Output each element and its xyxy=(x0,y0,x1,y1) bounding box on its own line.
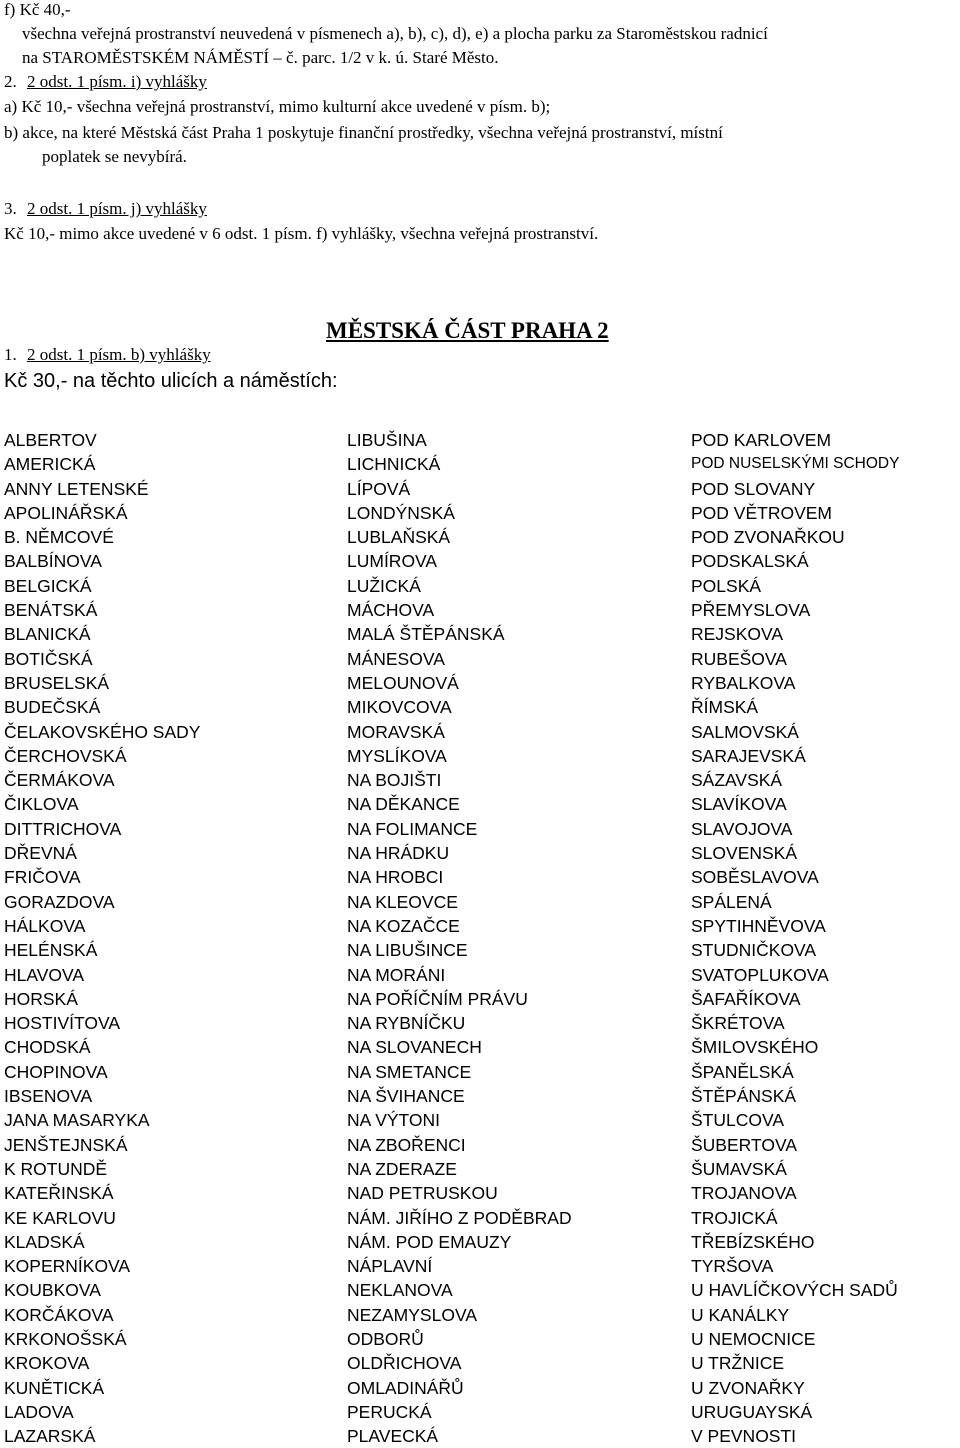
street-name: U ZVONAŘKY xyxy=(691,1377,805,1398)
street-name: DŘEVNÁ xyxy=(4,843,77,864)
street-name: SOBĚSLAVOVA xyxy=(691,867,819,888)
street-name: ODBORŮ xyxy=(347,1328,424,1349)
street-name: URUGUAYSKÁ xyxy=(691,1401,813,1422)
street-name: HOSTIVÍTOVA xyxy=(4,1013,121,1034)
street-name: TYRŠOVA xyxy=(691,1256,774,1277)
street-name: LICHNICKÁ xyxy=(347,454,441,475)
section-3-number: 3. xyxy=(4,199,17,218)
section-f-label: f) Kč 40,- xyxy=(4,0,71,19)
street-name: RUBEŠOVA xyxy=(691,648,787,669)
street-name: NA HROBCI xyxy=(347,867,444,888)
street-name: AMERICKÁ xyxy=(4,454,96,475)
street-name: ŠMILOVSKÉHO xyxy=(691,1037,819,1058)
street-name: NA BOJIŠTI xyxy=(347,770,442,791)
street-name: POD NUSELSKÝMI SCHODY xyxy=(691,455,900,473)
section-2-reference: 2 odst. 1 písm. i) vyhlášky xyxy=(27,72,207,91)
street-name: RYBALKOVA xyxy=(691,672,796,693)
street-name: LUŽICKÁ xyxy=(347,575,421,596)
street-name: V PEVNOSTI xyxy=(691,1426,797,1447)
street-name: BOTIČSKÁ xyxy=(4,648,93,669)
street-name: KLADSKÁ xyxy=(4,1231,85,1252)
street-name: KE KARLOVU xyxy=(4,1207,116,1228)
street-name: MELOUNOVÁ xyxy=(347,672,459,693)
section-3-text: Kč 10,- mimo akce uvedené v 6 odst. 1 písm. f) vyhlášky, všechna veřejná prostranství. xyxy=(4,224,599,243)
street-name: GORAZDOVA xyxy=(4,891,115,912)
section-2-item-b-2: poplatek se nevybírá. xyxy=(42,147,187,166)
street-name: POD ZVONAŘKOU xyxy=(691,527,845,548)
street-name: U NEMOCNICE xyxy=(691,1328,816,1349)
street-name: PODSKALSKÁ xyxy=(691,551,809,572)
street-name: MORAVSKÁ xyxy=(347,721,445,742)
street-column-2 xyxy=(347,428,572,1448)
street-name: LUMÍROVA xyxy=(347,551,438,572)
street-name: OLDŘICHOVA xyxy=(347,1353,462,1374)
street-name: ŠAFAŘÍKOVA xyxy=(691,988,801,1009)
street-name: TROJANOVA xyxy=(691,1183,797,1204)
street-name: LADOVA xyxy=(4,1401,74,1422)
street-name: NA ZDERAZE xyxy=(347,1158,457,1179)
street-name: NA ZBOŘENCI xyxy=(347,1134,466,1155)
street-name: HORSKÁ xyxy=(4,988,78,1009)
street-name: PLAVECKÁ xyxy=(347,1426,439,1447)
street-name: MÁNESOVA xyxy=(347,648,445,669)
street-name: POD KARLOVEM xyxy=(691,430,832,450)
section-2-item-a: a) Kč 10,- všechna veřejná prostranství, mimo kulturní akce uvedené v písm. b); xyxy=(4,97,551,116)
street-name: NÁM. JIŘÍHO Z PODĚBRAD xyxy=(347,1207,572,1228)
street-name: CHOPINOVA xyxy=(4,1061,108,1082)
street-name: POLSKÁ xyxy=(691,575,762,596)
street-name: ČELAKOVSKÉHO SADY xyxy=(4,721,201,742)
street-name: HLAVOVA xyxy=(4,964,85,985)
section-f-text-2: na STAROMĚSTSKÉM NÁMĚSTÍ – č. parc. 1/2 v k. ú. Staré Město. xyxy=(22,48,499,67)
street-name: ŠTULCOVA xyxy=(691,1110,785,1131)
street-name: NEKLANOVA xyxy=(347,1280,453,1301)
street-name: NA ŠVIHANCE xyxy=(347,1086,465,1107)
street-name: BALBÍNOVA xyxy=(4,551,102,572)
street-name: BENÁTSKÁ xyxy=(4,600,98,621)
street-name: NA POŘÍČNÍM PRÁVU xyxy=(347,988,528,1009)
section-2-item-b-1: b) akce, na které Městská část Praha 1 poskytuje finanční prostředky, všechna veřejná prostranství, místní xyxy=(4,123,723,142)
street-name: OMLADINÁŘŮ xyxy=(347,1377,464,1398)
street-name: SPÁLENÁ xyxy=(691,891,772,912)
street-name: K ROTUNDĚ xyxy=(4,1158,108,1179)
section-2-heading xyxy=(4,72,207,92)
praha2-subheading: Kč 30,- na těchto ulicích a náměstích: xyxy=(4,370,338,392)
street-name: NÁPLAVNÍ xyxy=(347,1256,433,1277)
street-name: KRKONOŠSKÁ xyxy=(4,1328,127,1349)
street-name: SVATOPLUKOVA xyxy=(691,964,829,985)
street-name: NA FOLIMANCE xyxy=(347,818,478,839)
street-name: BUDEČSKÁ xyxy=(4,697,101,718)
street-name: REJSKOVA xyxy=(691,624,784,645)
street-name: JENŠTEJNSKÁ xyxy=(4,1134,128,1155)
street-name: SLAVOJOVA xyxy=(691,818,793,839)
street-name: ČERCHOVSKÁ xyxy=(4,745,127,766)
street-name: ŠUBERTOVA xyxy=(691,1134,798,1155)
street-name: NA SMETANCE xyxy=(347,1061,472,1082)
street-name: PŘEMYSLOVA xyxy=(691,600,811,621)
street-name: ŠTĚPÁNSKÁ xyxy=(691,1086,797,1107)
street-name: JANA MASARYKA xyxy=(4,1110,150,1131)
street-name: MALÁ ŠTĚPÁNSKÁ xyxy=(347,624,505,645)
street-name: KORČÁKOVA xyxy=(4,1304,114,1325)
street-name: SARAJEVSKÁ xyxy=(691,745,806,766)
section-2-number: 2. xyxy=(4,72,17,91)
street-name: ŠPANĚLSKÁ xyxy=(691,1061,794,1082)
street-name: FRIČOVA xyxy=(4,867,81,888)
street-name: HÁLKOVA xyxy=(4,915,86,936)
street-name: NEZAMYSLOVA xyxy=(347,1304,477,1325)
street-name: POD SLOVANY xyxy=(691,478,816,499)
street-name: KOUBKOVA xyxy=(4,1280,101,1301)
street-name: U TRŽNICE xyxy=(691,1353,785,1374)
street-name: NA HRÁDKU xyxy=(347,843,450,864)
street-name: SLOVENSKÁ xyxy=(691,843,798,864)
street-name: KATEŘINSKÁ xyxy=(4,1183,114,1204)
street-name: NA VÝTONI xyxy=(347,1110,441,1131)
street-name: PERUCKÁ xyxy=(347,1401,432,1422)
street-name: LÍPOVÁ xyxy=(347,478,411,499)
street-name: SÁZAVSKÁ xyxy=(691,770,783,791)
street-column-1 xyxy=(4,428,200,1448)
praha2-reference-line xyxy=(4,345,211,365)
street-name: NA RYBNÍČKU xyxy=(347,1013,466,1034)
street-name: LAZARSKÁ xyxy=(4,1426,96,1447)
street-name: MIKOVCOVA xyxy=(347,697,452,718)
street-name: ČIKLOVA xyxy=(4,794,79,815)
street-name: ŠUMAVSKÁ xyxy=(691,1158,787,1179)
street-name: KROKOVA xyxy=(4,1353,90,1374)
praha2-reference: 2 odst. 1 písm. b) vyhlášky xyxy=(27,345,211,364)
street-name: BELGICKÁ xyxy=(4,575,92,596)
street-name: NA KLEOVCE xyxy=(347,891,458,912)
street-name: TROJICKÁ xyxy=(691,1207,778,1228)
street-name: KUNĚTICKÁ xyxy=(4,1377,105,1398)
street-name: SALMOVSKÁ xyxy=(691,721,799,742)
street-name: NA MORÁNI xyxy=(347,964,446,985)
street-name: IBSENOVA xyxy=(4,1086,93,1107)
street-name: SPYTIHNĚVOVA xyxy=(691,915,826,936)
street-name: HELÉNSKÁ xyxy=(4,940,98,961)
section-f-text-1: všechna veřejná prostranství neuvedená v písmenech a), b), c), d), e) a plocha parku za Staroměstskou radnicí xyxy=(22,24,768,43)
section-3-heading xyxy=(4,199,207,219)
street-name: NA LIBUŠINCE xyxy=(347,940,468,961)
street-name: U HAVLÍČKOVÝCH SADŮ xyxy=(691,1280,898,1301)
praha2-reference-number: 1. xyxy=(4,345,17,364)
street-name: LUBLAŇSKÁ xyxy=(347,527,451,548)
street-column-3 xyxy=(691,428,899,1448)
street-name: B. NĚMCOVÉ xyxy=(4,527,114,548)
street-name: ŘÍMSKÁ xyxy=(691,697,759,718)
street-name: NÁM. POD EMAUZY xyxy=(347,1231,512,1252)
street-name: BLANICKÁ xyxy=(4,624,91,645)
street-name: TŘEBÍZSKÉHO xyxy=(691,1231,815,1252)
street-name: MÁCHOVA xyxy=(347,600,435,621)
street-name: ŠKRÉTOVA xyxy=(691,1013,785,1034)
street-name: MYSLÍKOVA xyxy=(347,745,447,766)
street-name: BRUSELSKÁ xyxy=(4,672,110,693)
praha2-heading: MĚSTSKÁ ČÁST PRAHA 2 xyxy=(326,318,609,343)
section-3-reference: 2 odst. 1 písm. j) vyhlášky xyxy=(27,199,207,218)
street-name: SLAVÍKOVA xyxy=(691,794,787,815)
street-name: NAD PETRUSKOU xyxy=(347,1183,498,1204)
street-name: ALBERTOV xyxy=(4,430,97,450)
street-name: NA SLOVANECH xyxy=(347,1037,482,1058)
street-name: U KANÁLKY xyxy=(691,1304,790,1325)
street-name: APOLINÁŘSKÁ xyxy=(4,502,128,523)
street-name: NA KOZAČCE xyxy=(347,915,460,936)
street-name: POD VĚTROVEM xyxy=(691,502,832,523)
street-name: STUDNIČKOVA xyxy=(691,940,817,961)
street-name: NA DĚKANCE xyxy=(347,794,460,815)
street-name: ANNY LETENSKÉ xyxy=(4,478,149,499)
street-name: LIBUŠINA xyxy=(347,430,427,450)
street-name: KOPERNÍKOVA xyxy=(4,1256,131,1277)
street-name: CHODSKÁ xyxy=(4,1037,91,1058)
street-name: LONDÝNSKÁ xyxy=(347,502,455,523)
street-name: ČERMÁKOVA xyxy=(4,770,115,791)
street-name: DITTRICHOVA xyxy=(4,818,122,839)
